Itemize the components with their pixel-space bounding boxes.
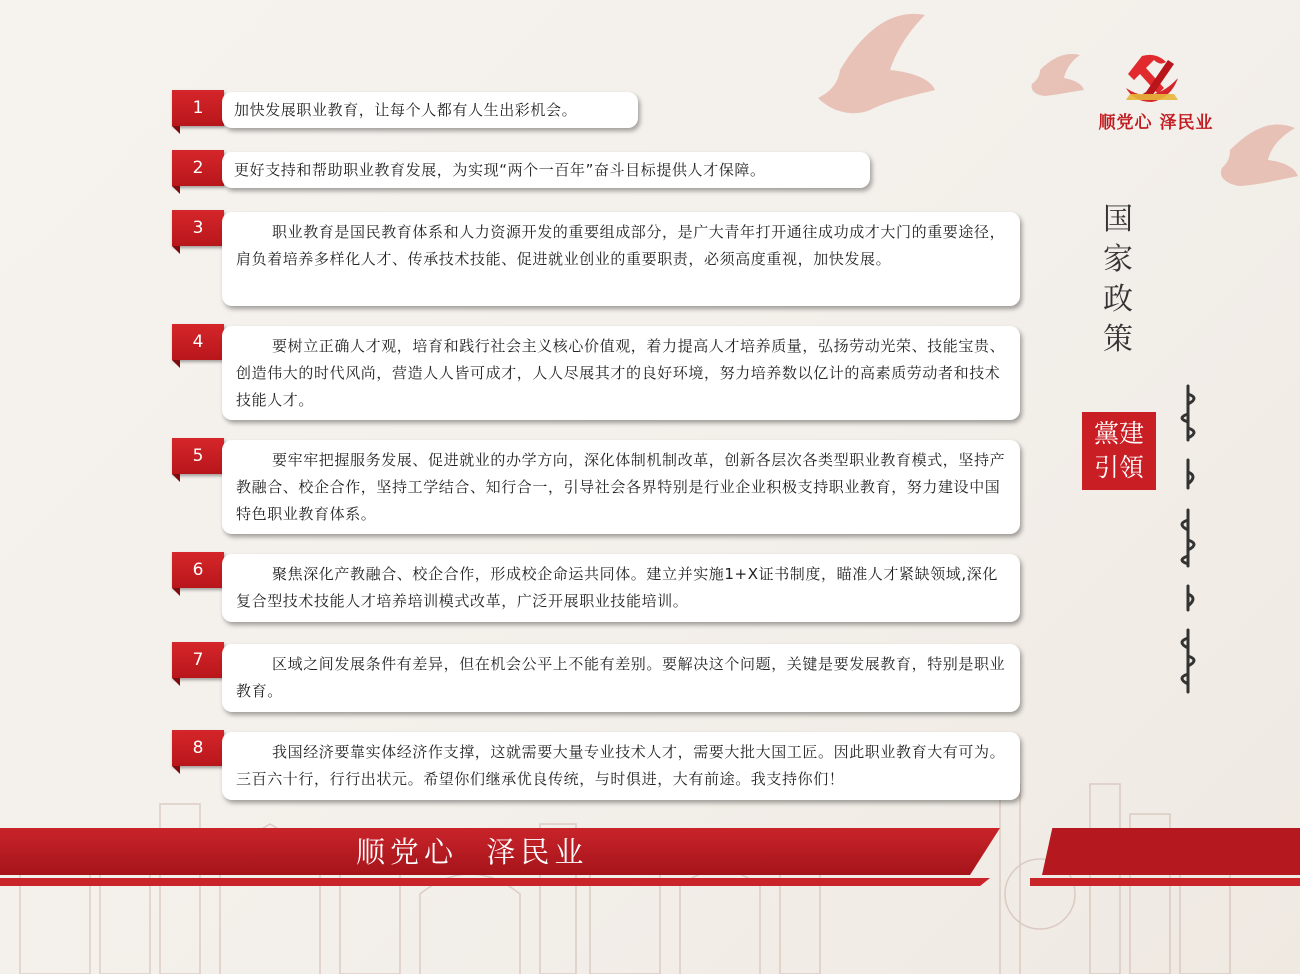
item-text: 区域之间发展条件有差异，但在机会公平上不能有差别。要解决这个问题，关键是要发展教育，特别是职业教育。 [222, 644, 1020, 712]
title-char: 国 [1103, 202, 1133, 237]
party-building-seal [1082, 412, 1156, 490]
seal-line: 黨建 [1093, 419, 1144, 448]
item-number-badge: 5 [172, 438, 224, 474]
item-number-badge: 4 [172, 324, 224, 360]
title-char: 策 [1103, 322, 1133, 357]
item-text: 要牢牢把握服务发展、促进就业的办学方向，深化体制机制改革，创新各层次各类型职业教育模式，坚持产教融合、校企合作，坚持工学结合、知行合一，引导社会各界特别是行业企业积极支持职业教育，努力建设中国特色职业教育体系。 [222, 440, 1020, 534]
item-text: 我国经济要靠实体经济作支撑，这就需要大量专业技术人才，需要大批大国工匠。因此职业教育大有可为。三百六十行，行行出状元。希望你们继承优良传统，与时俱进，大有前途。我支持你们！ [222, 732, 1020, 800]
footer-stripe-right [1030, 878, 1300, 886]
item-number-badge: 1 [172, 90, 224, 126]
item-text: 职业教育是国民教育体系和人力资源开发的重要组成部分，是广大青年打开通往成功成才大门的重要途径，肩负着培养多样化人才、传承技术技能、促进就业创业的重要职责，必须高度重视，加快发展。 [222, 212, 1020, 306]
mongolian-script-text [1168, 380, 1208, 700]
item-text: 聚焦深化产教融合、校企合作，形成校企命运共同体。建立并实施1+X证书制度，瞄准人才紧缺领域,深化复合型技术技能人才培养培训模式改革，广泛开展职业技能培训。 [222, 554, 1020, 622]
item-number-badge: 3 [172, 210, 224, 246]
footer-slogan: 顺党心 泽民业 [356, 835, 589, 869]
item-text: 要树立正确人才观，培育和践行社会主义核心价值观，着力提高人才培养质量，弘扬劳动光荣、技能宝贵、创造伟大的时代风尚，营造人人皆可成才，人人尽展其才的良好环境，努力培养数以亿计的高素质劳动者和技术技能人才。 [222, 326, 1020, 420]
item-number-badge: 6 [172, 552, 224, 588]
party-emblem-icon [1116, 48, 1188, 106]
logo-slogan: 顺党心 泽民业 [1098, 113, 1214, 133]
item-number-badge: 7 [172, 642, 224, 678]
item-number-badge: 2 [172, 150, 224, 186]
title-char: 政 [1103, 282, 1133, 317]
footer-banner-right [1042, 828, 1300, 875]
title-char: 家 [1103, 242, 1133, 277]
item-number-badge: 8 [172, 730, 224, 766]
item-text: 加快发展职业教育，让每个人都有人生出彩机会。 [222, 92, 638, 128]
seal-line: 引領 [1093, 453, 1144, 482]
vertical-title [1098, 200, 1138, 360]
item-text: 更好支持和帮助职业教育发展，为实现“两个一百年”奋斗目标提供人才保障。 [222, 152, 870, 188]
footer-stripe [0, 878, 990, 886]
